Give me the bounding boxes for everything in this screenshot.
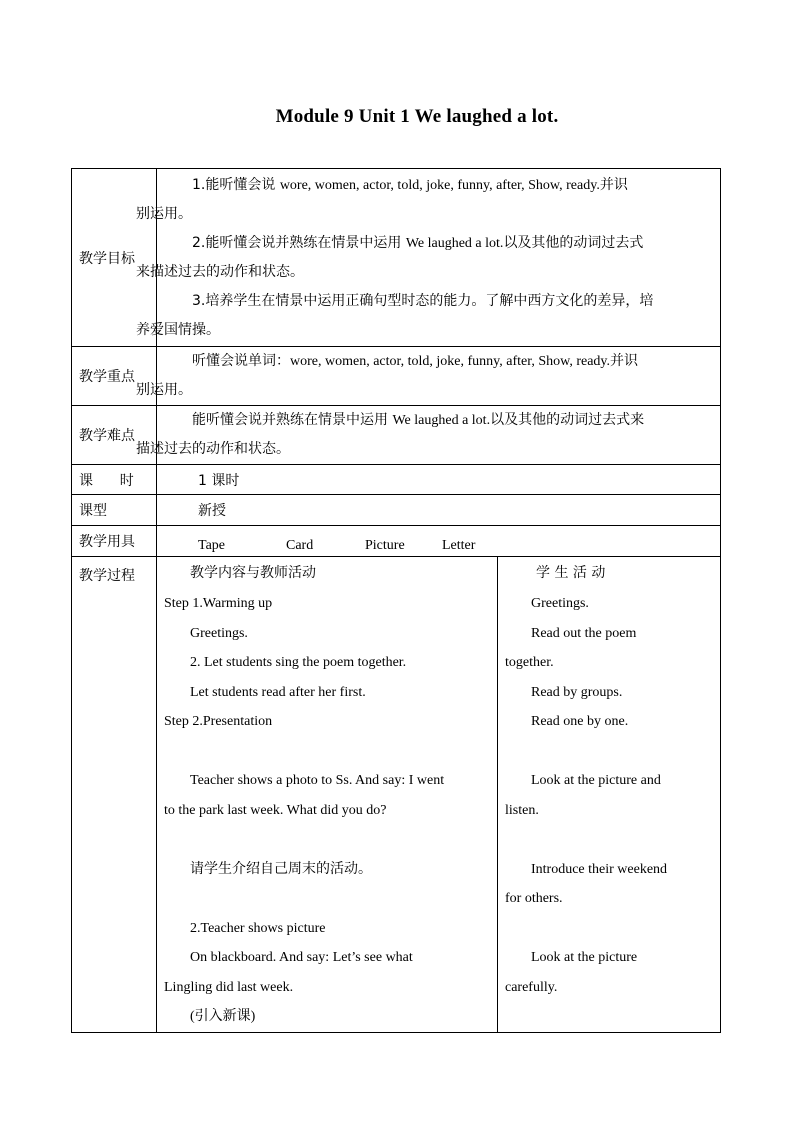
key-points-cn-a: 听懂会说单词： — [192, 353, 290, 369]
key-points-content — [136, 347, 721, 406]
process-line — [498, 914, 720, 944]
process-line: Step 2.Presentation — [164, 714, 273, 729]
difficulties-label: 教学难点 — [72, 406, 157, 465]
student-activities-header: 学 生 活 动 — [536, 565, 606, 581]
lesson-type-value: 新授 — [157, 495, 721, 526]
objective-text: 别运用。 — [136, 205, 192, 222]
process-line — [498, 825, 720, 855]
process-line: carefully. — [505, 979, 558, 995]
document-title: Module 9 Unit 1 We laughed a lot. — [275, 106, 559, 127]
difficulties-content — [136, 406, 721, 465]
tools-row — [72, 526, 721, 557]
process-label: 教学过程 — [72, 557, 157, 1033]
difficulties-cn-a: 能听懂会说并熟练在情景中运用 — [192, 412, 393, 428]
lesson-type-row — [72, 495, 721, 526]
objective-item — [136, 171, 720, 229]
objective-item — [136, 229, 720, 287]
objective-text: 1.能听懂会说 — [192, 176, 280, 193]
process-line: Introduce their weekend — [531, 861, 668, 877]
student-activities — [498, 557, 721, 1033]
objective-text: 并识 — [599, 176, 628, 193]
process-line: Look at the picture and — [531, 773, 661, 788]
process-line: On blackboard. And say: Let’s see what — [190, 950, 413, 965]
process-line: for others. — [505, 891, 563, 906]
process-line: Teacher shows a photo to Ss. And say: I went — [190, 773, 445, 788]
process-line — [498, 737, 720, 767]
process-line: Read by groups. — [531, 684, 623, 700]
objective-text: wore, women, actor, told, joke, funny, after, Show, ready. — [279, 177, 600, 193]
process-line: Greetings. — [190, 625, 248, 641]
process-line: Read out the poem — [531, 625, 637, 641]
teacher-lines — [157, 589, 497, 1032]
objective-text: 2.能听懂会说并熟练在情景中运用 — [192, 234, 406, 251]
process-line: Lingling did last week. — [164, 979, 294, 995]
tool-item: Letter — [442, 537, 476, 553]
tools-list — [157, 526, 721, 557]
objective-text: 来描述过去的动作和状态。 — [136, 263, 304, 280]
process-line: listen. — [505, 802, 539, 818]
difficulties-text — [136, 406, 720, 464]
process-line: Greetings. — [531, 596, 589, 611]
objectives-list — [136, 171, 720, 345]
process-line: 2.Teacher shows picture — [190, 920, 326, 936]
teacher-activities — [157, 557, 498, 1033]
process-line: 2. Let students sing the poem together. — [190, 655, 407, 670]
teacher-activities-header: 教学内容与教师活动 — [190, 565, 316, 581]
class-hours-label-text: 课 时 — [79, 472, 134, 489]
process-line: Step 1.Warming up — [164, 596, 273, 611]
objectives-label: 教学目标 — [72, 169, 157, 347]
objective-text: 以及其他的动词过去式 — [503, 234, 644, 251]
class-hours-value: 1 课时 — [157, 465, 721, 495]
objective-item — [136, 287, 720, 345]
process-line — [157, 737, 497, 767]
difficulties-en: We laughed a lot. — [392, 413, 491, 428]
objectives-row — [72, 169, 721, 347]
difficulties-cn-c: 描述过去的动作和状态。 — [136, 441, 290, 457]
class-hours-label — [72, 465, 157, 495]
objective-text: We laughed a lot. — [405, 235, 504, 251]
tool-item: Card — [286, 537, 314, 553]
class-hours-row — [72, 465, 721, 495]
key-points-row — [72, 347, 721, 406]
key-points-cn-c: 别运用。 — [136, 382, 192, 398]
process-line: Read one by one. — [531, 714, 629, 729]
objective-text: 养爱国情操。 — [136, 321, 220, 338]
tools-label: 教学用具 — [72, 526, 157, 557]
process-line: 请学生介绍自己周末的活动。 — [190, 861, 372, 877]
process-row — [72, 557, 721, 1033]
process-line — [157, 825, 497, 855]
objective-text: 3.培养学生在情景中运用正确句型时态的能力。了解中西方文化的差异，培 — [192, 292, 654, 309]
lesson-type-label: 课型 — [72, 495, 157, 526]
key-points-text — [136, 347, 720, 405]
key-points-label: 教学重点 — [72, 347, 157, 406]
key-points-en: wore, women, actor, told, joke, funny, after, Show, ready. — [290, 354, 611, 369]
process-line: (引入新课) — [190, 1009, 256, 1024]
key-points-cn-b: 并识 — [610, 353, 639, 369]
student-lines — [498, 589, 720, 1002]
tool-item: Tape — [198, 537, 226, 553]
process-line: together. — [505, 655, 554, 670]
tool-item: Picture — [365, 537, 405, 553]
difficulties-row — [72, 406, 721, 465]
process-line: to the park last week. What did you do? — [164, 802, 387, 818]
process-line: Look at the picture — [531, 950, 638, 965]
difficulties-cn-b: 以及其他的动词过去式来 — [490, 412, 645, 428]
process-line — [157, 884, 497, 914]
objectives-content — [136, 169, 721, 347]
process-line: Let students read after her first. — [190, 684, 366, 700]
lesson-plan-table — [71, 168, 721, 1033]
